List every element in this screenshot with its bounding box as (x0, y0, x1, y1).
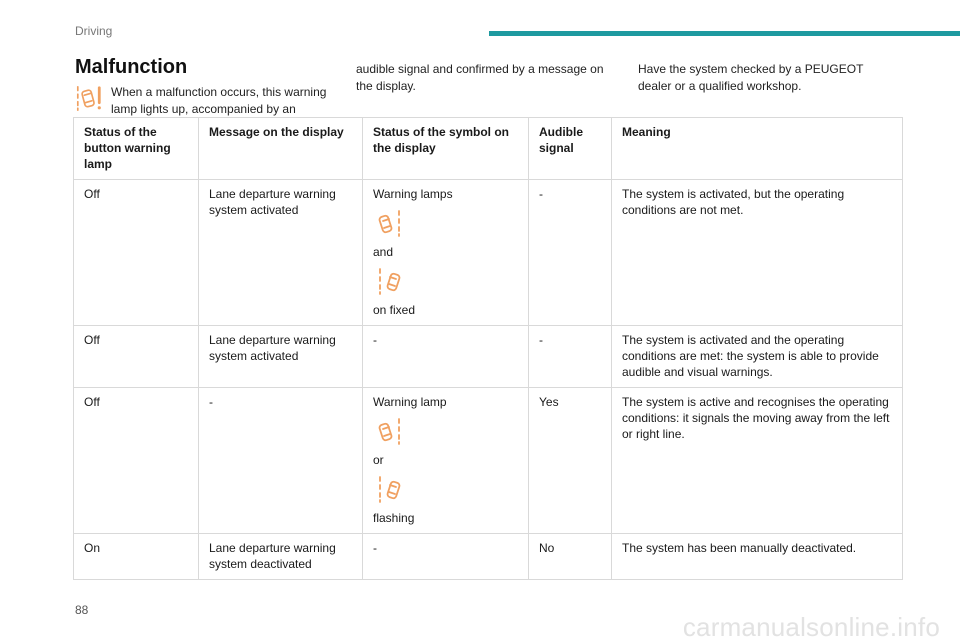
section-label: Driving (75, 24, 113, 38)
intro-text-col1: When a malfunction occurs, this warning lamp lights up, accompanied by an (111, 85, 327, 116)
cell-audible: Yes (529, 388, 612, 534)
cell-message: Lane departure warning system activated (199, 180, 363, 326)
table-row (74, 534, 903, 580)
cell-meaning: The system is active and recognises the operating conditions: it signals the moving away from the left or right line. (612, 388, 903, 534)
cell-audible: - (529, 326, 612, 388)
cell-status: Off (74, 326, 199, 388)
cell-message: - (199, 388, 363, 534)
symbol-text: and (373, 245, 394, 259)
intro-text-col3: Have the system checked by a PEUGEOT dealer or a qualified workshop. (638, 62, 864, 93)
table-row (74, 388, 903, 534)
page-heading: Malfunction (75, 56, 188, 78)
lane-departure-warning-icon (75, 84, 103, 112)
cell-message: Lane departure warning system deactivated (199, 534, 363, 580)
cell-status: On (74, 534, 199, 580)
cell-message: Lane departure warning system activated (199, 326, 363, 388)
cell-symbol (363, 180, 529, 326)
cell-meaning: The system is activated and the operating conditions are met: the system is able to provide audible and visual warnings. (612, 326, 903, 388)
status-table (73, 117, 903, 580)
header-button-lamp: Status of the button warning lamp (74, 118, 199, 180)
lane-left-car-icon (375, 208, 405, 238)
symbol-text: Warning lamps (373, 187, 453, 201)
cell-status: Off (74, 388, 199, 534)
page-number: 88 (75, 603, 89, 617)
cell-symbol: - (363, 326, 529, 388)
watermark: carmanualsonline.info (682, 612, 940, 642)
symbol-text: Warning lamp (373, 395, 447, 409)
symbol-text: or (373, 453, 384, 467)
table-row (74, 180, 903, 326)
intro-text-col2: audible signal and confirmed by a message on the display. (356, 62, 604, 93)
header-audible-signal: Audible signal (529, 118, 612, 180)
cell-meaning: The system has been manually deactivated. (612, 534, 903, 580)
header-accent-bar (489, 31, 960, 36)
lane-left-car-icon (375, 416, 405, 446)
cell-symbol: - (363, 534, 529, 580)
header-symbol-status: Status of the symbol on the display (363, 118, 529, 180)
lane-right-car-icon (375, 266, 405, 296)
cell-status: Off (74, 180, 199, 326)
cell-meaning: The system is activated, but the operating conditions are not met. (612, 180, 903, 326)
cell-audible: - (529, 180, 612, 326)
table-header-row (74, 118, 903, 180)
header-meaning: Meaning (612, 118, 903, 180)
lane-right-car-icon (375, 474, 405, 504)
symbol-text: on fixed (373, 303, 416, 317)
table-row (74, 326, 903, 388)
cell-symbol (363, 388, 529, 534)
symbol-text: flashing (373, 511, 415, 525)
header-message: Message on the display (199, 118, 363, 180)
cell-audible: No (529, 534, 612, 580)
